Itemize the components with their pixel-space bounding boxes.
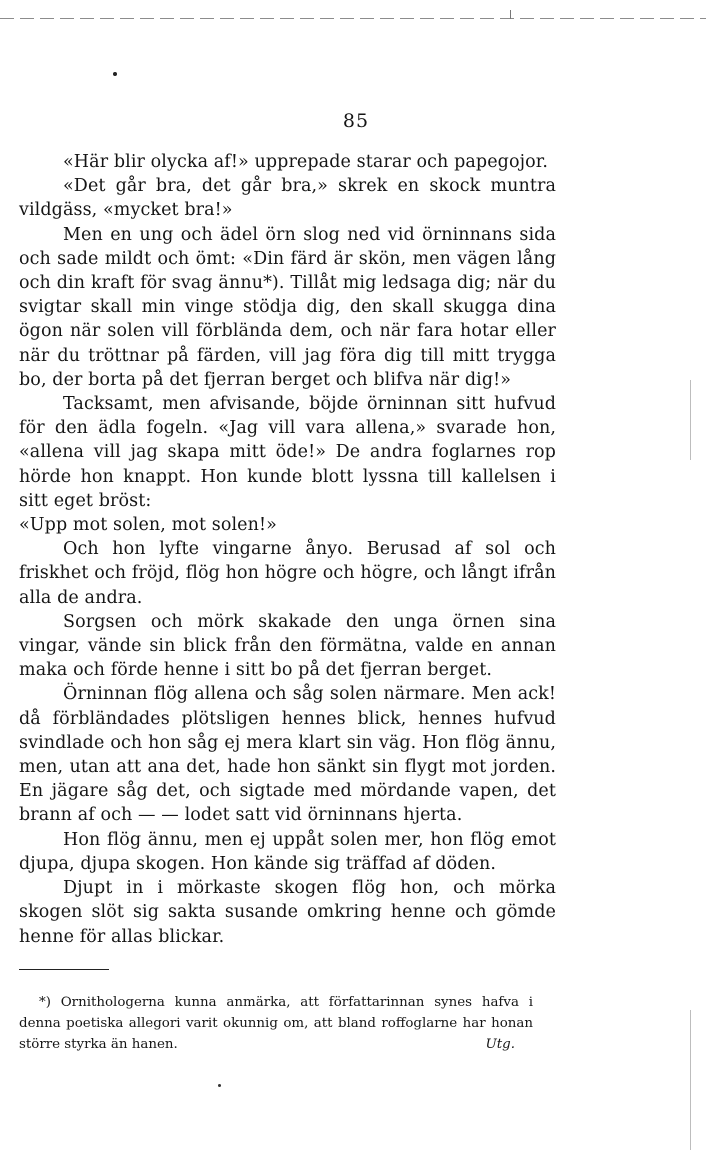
paragraph: Och hon lyfte vingarne ånyo. Berusad af sol och friskhet och fröjd, flög hon högre och högre, och långt ifrån alla de andra. xyxy=(19,539,556,608)
paragraph: Djupt in i mörkaste skogen flög hon, och mörka skogen slöt sig sakta susande omkring henne och gömde henne för allas blickar. xyxy=(19,878,556,947)
paragraph: «Det går bra, det går bra,» skrek en skock muntra vildgäss, «mycket bra!» xyxy=(19,176,556,221)
footnote-rule xyxy=(19,969,109,970)
scan-edge-shadow xyxy=(690,1010,691,1150)
paragraph: Men en ung och ädel örn slog ned vid örninnans sida och sade mildt och ömt: «Din färd är skön, men vägen lång och din kraft för svag ännu*). Tillåt mig ledsaga dig; när du svigtar skall min vinge stödja dig, den skall skugga dina ögon när solen vill förblända dem, och när fara hotar eller när du tröttnar på färden, vill jag föra dig till mitt trygga bo, der borta på det fjerran berget och blifva när dig!» xyxy=(19,224,556,390)
page-edge-line xyxy=(0,18,706,19)
footnote xyxy=(19,992,533,1055)
paragraph: Sorgsen och mörk skakade den unga örnen sina vingar, vände sin blick från den förmätna, valde en annan maka och förde henne i sitt bo på det fjerran berget. xyxy=(19,611,556,681)
paragraph: «Här blir olycka af!» upprepade starar och papegojor. xyxy=(63,152,548,172)
ink-speck xyxy=(113,72,117,76)
edge-tick-mark xyxy=(510,10,511,19)
paragraph: Hon flög ännu, men ej uppåt solen mer, hon flög emot djupa, djupa skogen. Hon kände sig träffad af döden. xyxy=(19,829,556,874)
body-text xyxy=(19,150,556,949)
paragraph: Örninnan flög allena och såg solen närmare. Men ack! då förbländades plötsligen hennes blick, hennes hufvud svindlade och hon såg ej mera klart sin väg. Hon flög ännu, men, utan att ana det, hade hon sänkt sin flygt mot jorden. En jägare såg det, och sigtade med mördande vapen, det brann af och — — lodet satt vid örninnans hjerta. xyxy=(19,684,556,826)
footnote-mark: *) xyxy=(39,995,51,1010)
paragraph: Tacksamt, men afvisande, böjde örninnan sitt hufvud för den ädla fogeln. «Jag vill vara allena,» svarade hon, «allena vill jag skapa mitt öde!» De andra foglarnes rop hörde hon knappt. Hon kunde blott lyssna till kallelsen i sitt eget bröst: xyxy=(19,394,556,511)
footnote-text: Ornithologerna kunna anmärka, att författarinnan synes hafva i denna poetiska allegori varit okunnig om, att bland roffoglarne har honan större styrka än hanen. xyxy=(19,995,533,1052)
paragraph: «Upp mot solen, mot solen!» xyxy=(19,515,277,536)
page-number: 85 xyxy=(342,110,370,132)
footnote-signature: Utg. xyxy=(485,1037,515,1052)
ink-speck xyxy=(218,1084,221,1087)
scan-edge-shadow xyxy=(690,380,691,460)
